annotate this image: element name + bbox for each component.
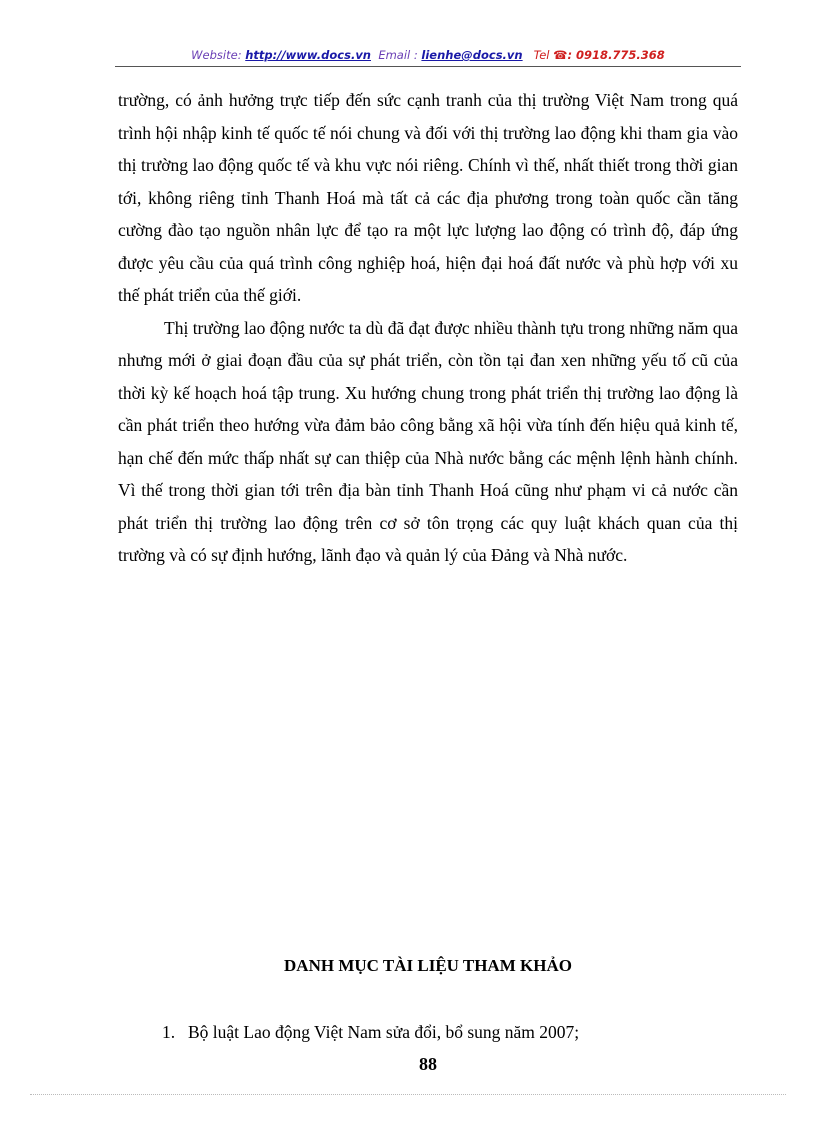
paragraph: Thị trường lao động nước ta dù đã đạt được nhiều thành tựu trong những năm qua nhưng mới ở giai đoạn đầu của sự phát triển, còn tồn tại đan xen những yếu tố cũ của thời kỳ kế hoạch hoá tập trung. Xu hướng chung trong phát triển thị trường lao động là cần phát triển theo hướng vừa đảm bảo công bằng xã hội vừa tính đến hiệu quả kinh tế, hạn chế đến mức thấp nhất sự can thiệp của Nhà nước bằng các mệnh lệnh hành chính. Vì thế trong thời gian tới trên địa bàn tỉnh Thanh Hoá cũng như phạm vi cả nước cần phát triển thị trường lao động trên cơ sở tôn trọng các quy luật khách quan của thị trường và có sự định hướng, lãnh đạo và quản lý của Đảng và Nhà nước.: [118, 317, 738, 565]
page-number: 88: [419, 1054, 437, 1074]
tel-value: : 0918.775.368: [567, 48, 665, 62]
phone-icon: ☎: [553, 48, 568, 62]
page-header: Website: http://www.docs.vn Email : lienhe@docs.vn Tel ☎: 0918.775.368: [191, 48, 665, 62]
references-list: [162, 1022, 738, 1043]
tel-label: Tel: [533, 48, 550, 62]
page-bottom-divider: [30, 1094, 786, 1095]
list-item-number: 1.: [162, 1022, 176, 1042]
header-divider: [115, 66, 741, 67]
list-item: [162, 1022, 738, 1043]
email-link[interactable]: lienhe@docs.vn: [421, 48, 523, 62]
email-label: Email :: [378, 48, 418, 62]
website-link[interactable]: http://www.docs.vn: [245, 48, 371, 62]
website-label: Website: [191, 48, 238, 62]
references-title: DANH MỤC TÀI LIỆU THAM KHẢO: [284, 956, 572, 975]
paragraph: trường, có ảnh hưởng trực tiếp đến sức cạnh tranh của thị trường Việt Nam trong quá trình hội nhập kinh tế quốc tế nói chung và đối với thị trường lao động khi tham gia vào thị trường lao động quốc tế và khu vực nói riêng. Chính vì thế, nhất thiết trong thời gian tới, không riêng tỉnh Thanh Hoá mà tất cả các địa phương trong toàn quốc cần tăng cường đào tạo nguồn nhân lực để tạo ra một lực lượng lao động có trình độ, đáp ứng được yêu cầu của quá trình công nghiệp hoá, hiện đại hoá đất nước và phù hợp với xu thế phát triển của thế giới.: [118, 90, 738, 305]
document-body: [118, 84, 738, 572]
list-item-text: Bộ luật Lao động Việt Nam sửa đổi, bổ sung năm 2007;: [188, 1022, 580, 1042]
